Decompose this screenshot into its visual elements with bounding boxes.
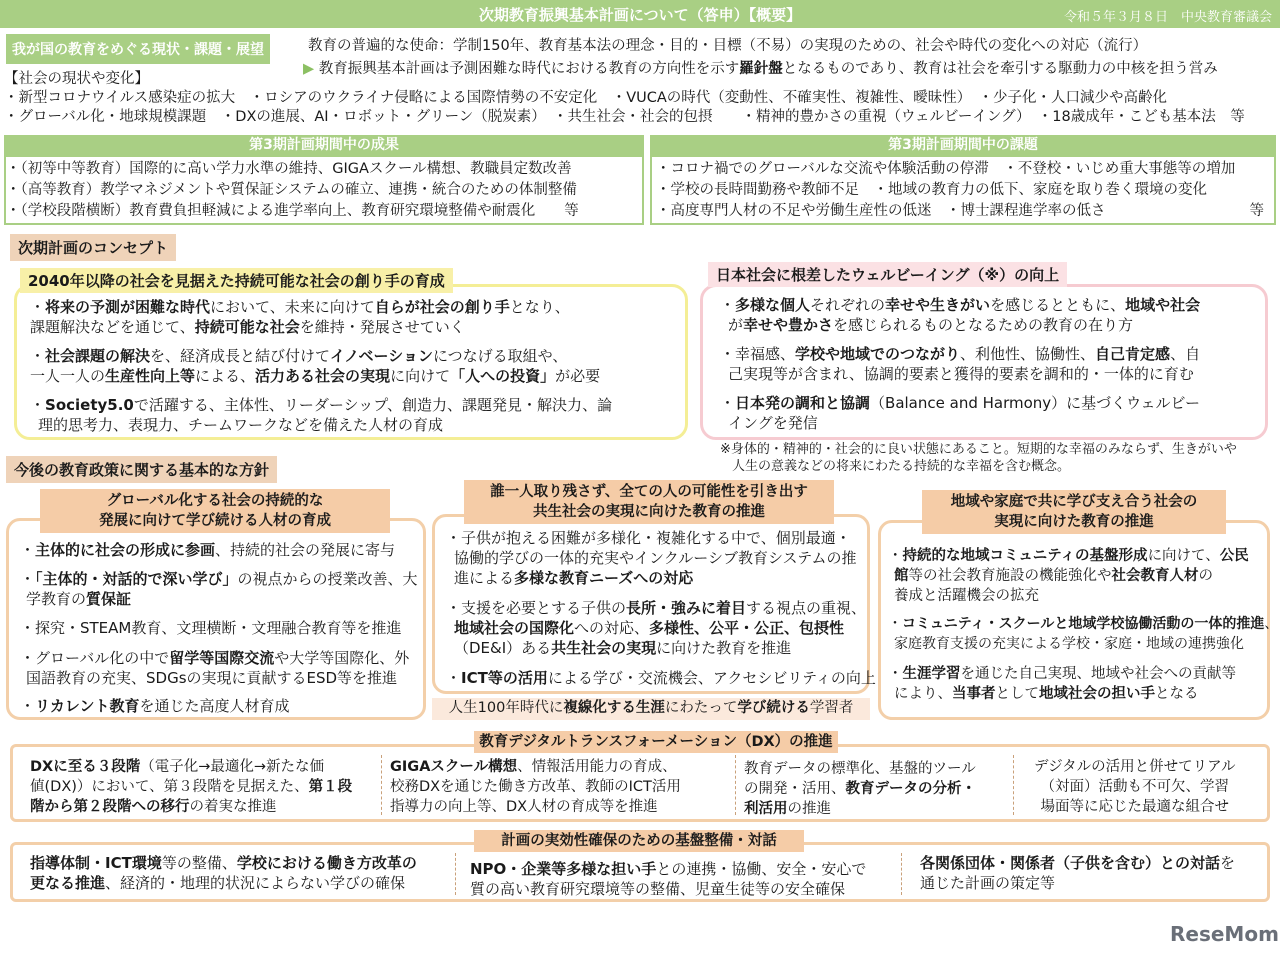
concept-left-point-1: ・将来の予測が困難な時代において、未来に向けて自らが社会の創り手となり、 課題解決などを通じて、持続可能な社会を維持・発展させていく [30, 298, 570, 336]
concept-right-point-3: ・日本発の調和と協調（Balance and Harmony）に基づくウェルビー イングを発信 [720, 394, 1200, 432]
resemom-logo: ReseMom [1170, 922, 1279, 946]
foundation-title: 計画の実効性確保のための基盤整備・対話 [474, 830, 804, 852]
policy-col3-item-3: ・生涯学習を通じた自己実現、地域や社会への貢献等 により、当事者として地域社会の担い手となる [888, 666, 1236, 702]
compass-line: ▶ 教育振興基本計画は予測困難な時代における教育の方向性を示す羅針盤となるものであり、教育は社会を牽引する駆動力の中核を担う営み [303, 61, 1218, 77]
policy-col1-title: グローバル化する社会の持続的な 発展に向けて学び続ける人材の育成 [40, 489, 390, 533]
policy-col2-item-1: ・子供が抱える困難が多様化・複雑化する中で、個別最適・ 協働的学びの一体的充実やインクルーシブ教育システムの推 進による多様な教育ニーズへの対応 [446, 529, 857, 587]
dx-divider [1013, 755, 1014, 815]
issue-date: 令和５年３月８日 中央教育審議会 [1063, 10, 1272, 25]
foundation-col-3: 各関係団体・関係者（子供を含む）との対話を 通じた計画の策定等 [920, 854, 1236, 892]
policy-col1-item-5: ・リカレント教育を通じた高度人材育成 [20, 697, 290, 715]
page-title: 次期教育振興基本計画について（答申）【概要】 [478, 6, 802, 24]
concept-left-title: 2040年以降の社会を見据えた持続可能な社会の創り手の育成 [20, 268, 453, 293]
issue-etc: 等 [1249, 203, 1264, 219]
society-heading: 【社会の現状や変化】 [4, 71, 149, 87]
policy-col3-item-2: ・コミュニティ・スクールと地域学校協働活動の一体的推進、 家庭教育支援の充実による学校・家庭・地域の連携強化 [888, 616, 1279, 652]
issue-item: ・コロナ禍でのグローバルな交流や体験活動の停滞 ・不登校・いじめ重大事態等の増加 [656, 161, 1236, 177]
policy-label: 今後の教育政策に関する基本的な方針 [6, 456, 277, 483]
issue-item: ・学校の長時間勤務や教師不足 ・地域の教育力の低下、家庭を取り巻く環境の変化 [656, 182, 1207, 198]
policy-col2-item-3: ・ICT等の活用による学び・交流機会、アクセシビリティの向上 [446, 669, 876, 687]
concept-label: 次期計画のコンセプト [10, 234, 176, 261]
concept-left-point-3: ・Society5.0で活躍する、主体性、リーダーシップ、創造力、課題発見・解決力、論 理的思考力、表現力、チームワークなどを備えた人材の育成 [30, 396, 613, 434]
mission-line: 教育の普遍的な使命：学制150年、教育基本法の理念・目的・目標（不易）の実現のための、社会や時代の変化への対応（流行） [308, 38, 1148, 54]
lifelong-learner-banner: 人生100年時代に複線化する生涯にわたって学び続ける学習者 [432, 698, 870, 720]
dx-col-2: GIGAスクール構想、情報活用能力の育成、 校務DXを通じた働き方改革、教師のICT活用 指導力の向上等、DX人材の育成等を推進 [390, 759, 681, 815]
achievement-item: ・（高等教育）教学マネジメントや質保証システムの確立、連携・統合のための体制整備 [6, 182, 577, 198]
achievement-item: ・（学校段階横断）教育費負担軽減による進学率向上、教育研究環境整備や耐震化 等 [6, 203, 579, 219]
concept-right-point-1: ・多様な個人それぞれの幸せや生きがいを感じるとともに、地域や社会 が幸せや豊かさを感じられるものとなるための教育の在り方 [720, 296, 1201, 334]
policy-col3-item-1: ・持続的な地域コミュニティの基盤形成に向けて、公民 館等の社会教育施設の機能強化や社会教育人材の 養成と活躍機会の拡充 [888, 548, 1249, 604]
dx-col-4: デジタルの活用と併せてリアル （対面）活動も不可欠、学習 場面等に応じた最適な組合せ [1034, 759, 1236, 815]
concept-left-point-2: ・社会課題の解決を、経済成長と結び付けてイノベーションにつなげる取組や、 一人一人の生産性向上等による、活力ある社会の実現に向けて「人への投資」が必要 [30, 347, 601, 385]
dx-divider [381, 755, 382, 815]
policy-col2-item-2: ・支援を必要とする子供の長所・強みに着目する視点の重視、 地域社会の国際化への対応、多様性、公平・公正、包摂性 （DE&I）ある共生社会の実現に向けた教育を推進 [446, 599, 867, 657]
achievement-item: ・（初等中等教育）国際的に高い学力水準の維持、GIGAスクール構想、教職員定数改善 [6, 161, 572, 177]
policy-col1-item-4: ・グローバル化の中で留学等国際交流や大学等国際化、外 国語教育の充実、SDGsの実現に貢献するESD等を推進 [20, 649, 410, 687]
issues-header: 第3期計画期間中の課題 [650, 135, 1276, 155]
issue-item: ・高度専門人材の不足や労働生産性の低迷 ・博士課程進学率の低さ [656, 203, 1106, 219]
society-line-2: ・グローバル化・地球規模課題 ・DXの進展、AI・ロボット・グリーン（脱炭素） ・共生社会・社会的包摂 ・精神的豊かさの重視（ウェルビーイング） ・18歳成年・こども基本法 等 [4, 109, 1245, 125]
society-line-1: ・新型コロナウイルス感染症の拡大 ・ロシアのウクライナ侵略による国際情勢の不安定化 ・VUCAの時代（変動性、不確実性、複雑性、曖昧性） ・少子化・人口減少や高齢化 [4, 90, 1168, 106]
status-section-label: 我が国の教育をめぐる現状・課題・展望 [6, 34, 270, 64]
foundation-divider [455, 853, 456, 895]
achievements-box [4, 155, 644, 225]
dx-title: 教育デジタルトランスフォーメーション（DX）の推進 [474, 731, 838, 753]
arrow-icon: ▶ [303, 61, 315, 77]
dx-col-1: DXに至る３段階（電子化→最適化→新たな価 値(DX)）において、第３段階を見据えた、第１段 階から第２段階への移行の着実な推進 [30, 759, 353, 815]
policy-col3-title: 地域や家庭で共に学び支え合う社会の 実現に向けた教育の推進 [922, 490, 1226, 534]
foundation-col-2: NPO・企業等多様な担い手との連携・協働、安全・安心で 質の高い教育研究環境等の整備、児童生徒等の安全確保 [470, 860, 867, 898]
achievements-header: 第3期計画期間中の成果 [4, 135, 644, 155]
policy-col1-item-1: ・主体的に社会の形成に参画、持続的社会の発展に寄与 [20, 541, 396, 559]
title-bar [0, 0, 1280, 28]
foundation-divider [901, 853, 902, 895]
issues-box [650, 155, 1276, 225]
policy-col1-item-3: ・探究・STEAM教育、文理横断・文理融合教育等を推進 [20, 619, 402, 637]
wellbeing-note: ※身体的・精神的・社会的に良い状態にあること。短期的な幸福のみならず、生きがいや 人生の意義などの将来にわたる持続的な幸福を含む概念。 [720, 442, 1237, 474]
dx-col-3: 教育データの標準化、基盤的ツール の開発・活用、教育データの分析・ 利活用の推進 [744, 761, 976, 817]
concept-right-point-2: ・幸福感、学校や地域でのつながり、利他性、協働性、自己肯定感、自 己実現等が含まれ、協調的要素と獲得的要素を調和的・一体的に育む [720, 345, 1201, 383]
foundation-col-1: 指導体制・ICT環境等の整備、学校における働き方改革の 更なる推進、経済的・地理的状況によらない学びの確保 [30, 854, 417, 892]
dx-divider [735, 755, 736, 815]
concept-right-title: 日本社会に根差したウェルビーイング（※）の向上 [708, 262, 1067, 287]
policy-col2-title: 誰一人取り残さず、全ての人の可能性を引き出す 共生社会の実現に向けた教育の推進 [464, 480, 834, 524]
policy-col1-item-2: ・「主体的・対話的で深い学び」の視点からの授業改善、大 学教育の質保証 [20, 570, 418, 608]
